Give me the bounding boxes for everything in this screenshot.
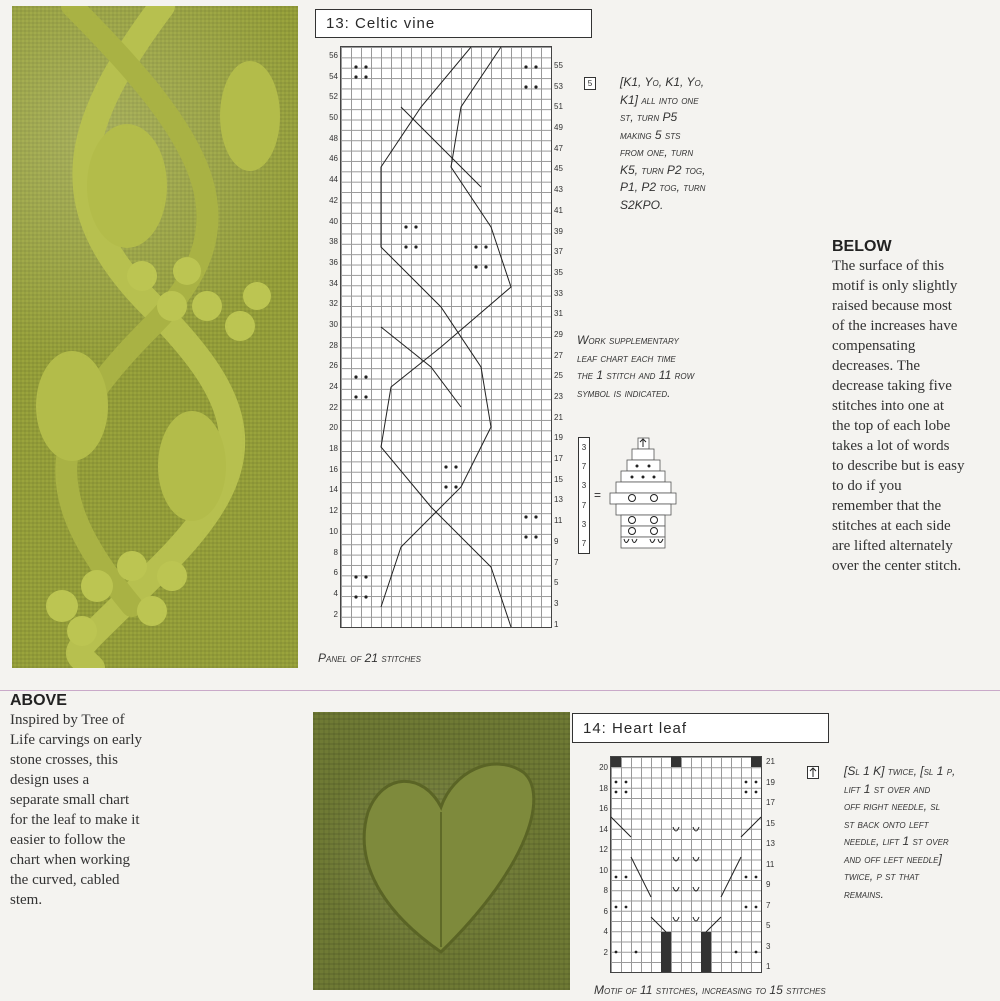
row-number: 56 (329, 51, 338, 60)
instruction-line: K5, turn P2 tog, (620, 162, 706, 177)
row-number: 26 (329, 361, 338, 371)
row-number: 1 (766, 962, 771, 971)
row-number: 23 (554, 392, 563, 401)
note-line: leaf chart each time (577, 350, 676, 365)
instruction-line: from one, turn (620, 145, 694, 159)
heart-leaf-caption: Motif of 11 stitches, increasing to 15 stitches (594, 983, 826, 997)
below-text-line: to do if you (832, 478, 902, 494)
rows-odd-column (554, 46, 574, 635)
note-line: the 1 stitch and 11 row (577, 368, 695, 382)
instruction-line: st, turn P5 (620, 110, 678, 124)
row-number: 31 (554, 309, 563, 319)
instruction-line: needle, lift 1 st over (844, 834, 949, 848)
above-text-line: chart when working (10, 852, 130, 868)
celtic-vine-chart (320, 46, 580, 636)
row-number: 2 (603, 947, 608, 957)
row-number: 51 (554, 102, 563, 112)
above-text (10, 710, 210, 910)
leaf-symbol-digit: 3 (581, 519, 587, 529)
instruction-line: K1] all into one (620, 92, 699, 107)
above-text-line: easier to follow the (10, 832, 126, 848)
row-number: 14 (329, 485, 338, 495)
leaf-symbol-digit: 3 (581, 481, 587, 491)
row-number: 24 (329, 382, 338, 391)
row-number: 14 (599, 824, 608, 834)
vine-cable-illustration (12, 6, 298, 668)
instruction-line: lift 1 st over and (844, 781, 931, 796)
row-number: 9 (554, 536, 559, 546)
row-number: 54 (329, 71, 338, 81)
row-number: 12 (599, 845, 608, 854)
leaf-symbol-digit: 7 (581, 462, 587, 472)
row-number: 27 (554, 350, 563, 360)
row-number: 30 (329, 319, 338, 329)
above-text-line: Life carvings on early (10, 732, 143, 748)
cross-symbol-key (807, 766, 819, 779)
above-text-line: stone crosses, this (10, 752, 118, 768)
instruction-line: [K1, Yo, K1, Yo, (620, 75, 705, 89)
row-number: 20 (329, 423, 338, 433)
row-number: 20 (599, 763, 608, 772)
row-number: 46 (329, 154, 338, 164)
row-number: 47 (554, 143, 563, 153)
row-number: 13 (554, 495, 563, 505)
below-text-line: decreases. The (832, 358, 921, 374)
below-text-line: to describe but is easy (832, 458, 965, 474)
above-text-line: for the leaf to make it (10, 812, 140, 828)
row-number: 19 (554, 433, 563, 443)
row-number: 17 (766, 798, 775, 807)
instruction-line: making 5 sts (620, 127, 681, 142)
row-number: 16 (329, 464, 338, 474)
below-text-line: stitches at each side (832, 518, 951, 534)
row-number: 35 (554, 267, 563, 277)
section-14-title-text: 14: Heart leaf (583, 719, 688, 737)
row-number: 22 (329, 402, 338, 412)
row-number: 10 (329, 526, 338, 536)
row-number: 1 (554, 619, 559, 629)
row-number: 52 (329, 92, 338, 102)
celtic-vine-photo (12, 6, 298, 668)
row-number: 8 (603, 886, 608, 895)
section-13-title (315, 9, 592, 38)
below-text-line: over the center stitch. (832, 558, 962, 574)
row-number: 19 (766, 777, 775, 787)
below-text-line: takes a lot of words (832, 438, 950, 454)
below-text-line: motif is only slightly (832, 278, 958, 294)
below-text-line: decrease taking five (832, 378, 952, 394)
cross-symbol-icon (808, 767, 818, 778)
row-number: 18 (329, 444, 338, 454)
heart-leaf-chart (592, 752, 788, 977)
panel-caption: Panel of 21 stitches (318, 651, 421, 665)
celtic-vine-cable-lines (341, 47, 551, 627)
row-number: 42 (329, 195, 338, 205)
row-number: 10 (599, 865, 608, 875)
instruction-line: twice, p st that (844, 869, 919, 883)
row-number: 33 (554, 288, 563, 298)
below-text-line: remember that the (832, 498, 942, 514)
heart-leaf-illustration (313, 712, 570, 990)
leaf-symbol-digit: 7 (581, 538, 587, 548)
below-text-line: are lifted alternately (832, 538, 953, 554)
row-number: 4 (603, 927, 608, 936)
row-number: 15 (766, 818, 775, 828)
row-number: 6 (603, 906, 608, 916)
row-number: 16 (599, 804, 608, 813)
equals-sign: = (594, 488, 602, 502)
bobble-symbol-key (584, 77, 596, 90)
instruction-line: S2KPO. (620, 197, 664, 212)
row-number: 55 (554, 61, 563, 70)
above-section (10, 692, 210, 910)
row-number: 45 (554, 164, 563, 174)
section-13-title-text: 13: Celtic vine (326, 15, 436, 32)
row-number: 6 (333, 568, 338, 578)
leaf-symbol-column (578, 437, 590, 554)
row-number: 9 (766, 880, 771, 889)
below-text (832, 256, 997, 576)
section-14-title (572, 713, 829, 743)
instruction-line: remains. (844, 886, 884, 901)
row-number: 4 (333, 588, 338, 598)
heart-leaf-symbols (611, 757, 761, 972)
row-number: 7 (766, 900, 771, 910)
row-number: 3 (766, 941, 771, 951)
supplementary-note (577, 332, 757, 402)
row-number: 13 (766, 839, 775, 848)
instruction-line: [Sl 1 K] twice, [sl 1 p, (844, 764, 956, 778)
row-number: 21 (554, 412, 563, 422)
section-divider (0, 690, 1000, 691)
instruction-line: P1, P2 tog, turn (620, 180, 706, 194)
heart-rows-even (592, 758, 608, 963)
row-number: 28 (329, 340, 338, 350)
row-number: 53 (554, 81, 563, 91)
celtic-vine-grid (340, 46, 552, 628)
row-number: 12 (329, 506, 338, 516)
below-text-line: compensating (832, 338, 916, 354)
instruction-line: off right needle, sl (844, 799, 941, 813)
note-line: Work supplementary (577, 333, 679, 347)
row-number: 40 (329, 216, 338, 226)
below-text-line: the top of each lobe (832, 418, 951, 434)
heart-rows-odd (766, 752, 786, 978)
heart-leaf-grid (610, 756, 762, 973)
row-number: 39 (554, 226, 563, 236)
instruction-line: and off left needle] (844, 851, 942, 866)
row-number: 8 (333, 547, 338, 557)
above-text-line: Inspired by Tree of (10, 712, 125, 728)
heart-leaf-photo (313, 712, 570, 990)
leaf-chart (608, 436, 688, 554)
row-number: 48 (329, 133, 338, 143)
bobble-symbol-digit: 5 (587, 79, 593, 88)
above-text-line: design uses a (10, 772, 90, 788)
below-section (832, 238, 997, 576)
row-number: 50 (329, 113, 338, 123)
row-number: 37 (554, 247, 563, 257)
leaf-chart-drawing (608, 436, 688, 554)
row-number: 36 (329, 257, 338, 267)
row-number: 11 (766, 859, 775, 869)
row-number: 44 (329, 175, 338, 185)
rows-even-column (320, 46, 338, 625)
leaf-symbol-digit: 3 (581, 443, 587, 453)
row-number: 17 (554, 454, 563, 464)
above-heading: ABOVE (10, 692, 67, 709)
row-number: 18 (599, 783, 608, 793)
row-number: 7 (554, 557, 559, 567)
row-number: 11 (554, 516, 563, 526)
row-number: 25 (554, 371, 563, 381)
below-text-line: raised because most (832, 298, 952, 314)
heart-leaf-instructions (844, 763, 1000, 903)
row-number: 43 (554, 185, 563, 195)
row-number: 2 (333, 609, 338, 619)
leaf-symbol-digit: 7 (581, 500, 587, 510)
row-number: 3 (554, 598, 559, 608)
row-number: 38 (329, 237, 338, 247)
above-text-line: the curved, cabled (10, 872, 120, 888)
row-number: 21 (766, 757, 775, 766)
row-number: 34 (329, 278, 338, 288)
row-number: 5 (554, 578, 559, 588)
row-number: 15 (554, 474, 563, 484)
note-line: symbol is indicated. (577, 385, 671, 400)
below-text-line: stitches into one at (832, 398, 945, 414)
row-number: 41 (554, 205, 563, 215)
row-number: 5 (766, 921, 771, 930)
below-text-line: of the increases have (832, 318, 958, 334)
bobble-instructions (620, 74, 800, 214)
below-heading: BELOW (832, 238, 892, 255)
above-text-line: stem. (10, 892, 43, 908)
row-number: 49 (554, 123, 563, 133)
row-number: 29 (554, 329, 563, 339)
below-text-line: The surface of this (832, 258, 945, 274)
row-number: 32 (329, 299, 338, 309)
above-text-line: separate small chart (10, 792, 130, 808)
instruction-line: st back onto left (844, 816, 929, 831)
